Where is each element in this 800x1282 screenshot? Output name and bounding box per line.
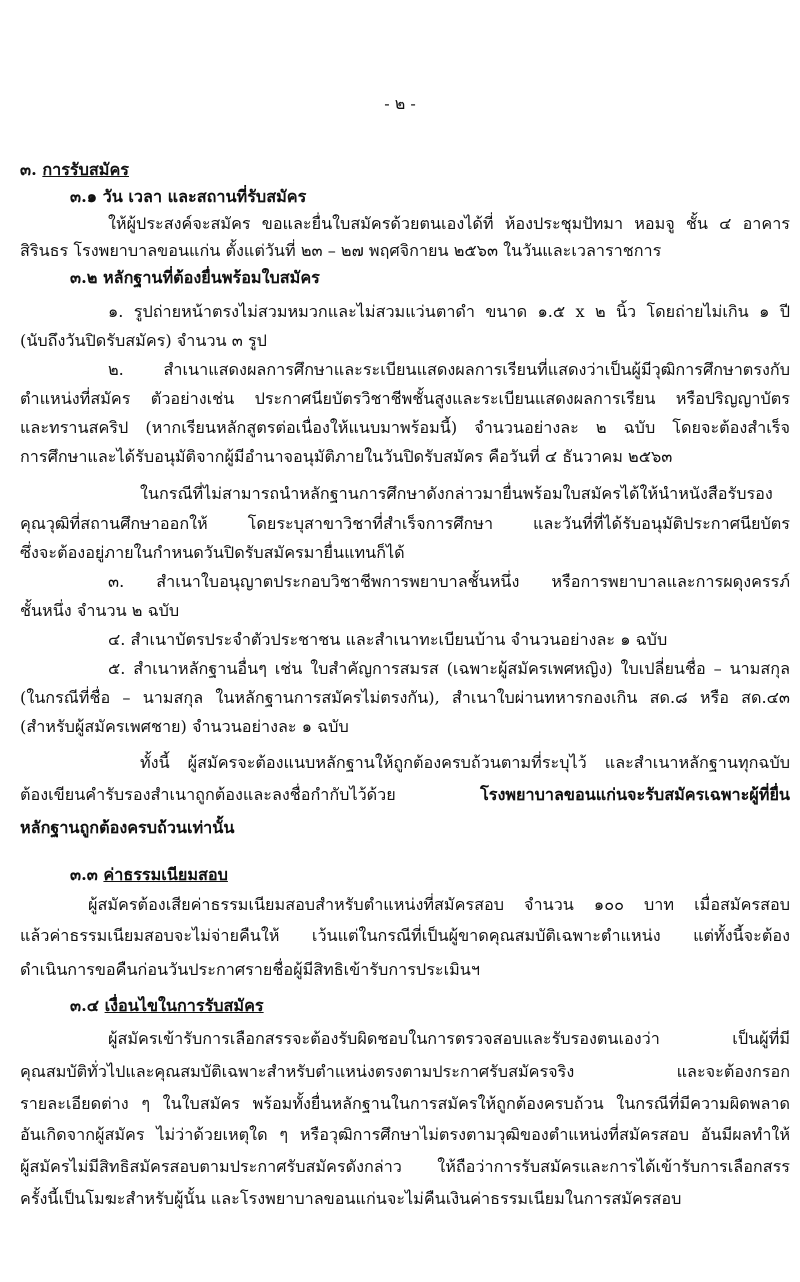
paragraph-line: อันเกิดจากผู้สมัคร ไม่ว่าด้วยเหตุใด ๆ หรือวุฒิการศึกษาไม่ตรงตามวุฒิของตำแหน่งที่สมัครสอบ อันมีผลทำให้ [20,1125,790,1144]
paragraph-line: คุณสมบัติทั่วไปและคุณสมบัติเฉพาะสำหรับตำแหน่งตรงตามประกาศรับสมัครจริง และจะต้องกรอก [20,1062,790,1081]
paragraph-line: ผู้สมัครเข้ารับการเลือกสรรจะต้องรับผิดชอบในการตรวจสอบและรับรองตนเองว่า เป็นผู้ที่มี [108,1029,790,1048]
page-number: - ๒ - [384,94,416,113]
section-3-2-heading: ๓.๒ หลักฐานที่ต้องยื่นพร้อมใบสมัคร [70,268,320,287]
paragraph-line: ชั้นหนึ่ง จำนวน ๒ ฉบับ [20,601,180,620]
paragraph-line: ๕. สำเนาหลักฐานอื่นๆ เช่น ใบสำคัญการสมรส (เฉพาะผู้สมัครเพศหญิง) ใบเปลี่ยนชื่อ – นามสกุล [108,659,790,678]
section-3-3-number: ๓.๓ [70,865,98,884]
paragraph-line: ตำแหน่งที่สมัคร ตัวอย่างเช่น ประกาศนียบัตรวิชาชีพชั้นสูงและระเบียนแสดงผลการเรียน หรือปริญญาบัตร [20,389,790,408]
paragraph-line: การศึกษาและได้รับอนุมัติจากผู้มีอำนาจอนุมัติภายในวันปิดรับสมัคร คือวันที่ ๔ ธันวาคม ๒๕๖๓ [20,447,673,466]
section-3-3-heading [70,860,780,890]
section-3-4-title: เงื่อนไขในการรับสมัคร [104,996,264,1015]
paragraph-line: แล้วค่าธรรมเนียมสอบจะไม่จ่ายคืนให้ เว้นแต่ในกรณีที่เป็นผู้ขาดคุณสมบัติเฉพาะตำแหน่ง แต่ทั้งนี้จะต้อง [20,926,790,945]
section-3-4-heading [70,991,780,1021]
paragraph-line: ผู้สมัครไม่มีสิทธิสมัครสอบตามประกาศรับสมัครดังกล่าว ให้ถือว่าการรับสมัครและการได้เข้ารับการเลือกสรร [20,1157,790,1176]
paragraph-line: สิรินธร โรงพยาบาลขอนแก่น ตั้งแต่วันที่ ๒๓ – ๒๗ พฤศจิกายน ๒๕๖๓ ในวันและเวลาราชการ [20,241,662,260]
paragraph-line: ผู้สมัครต้องเสียค่าธรรมเนียมสอบสำหรับตำแหน่งที่สมัครสอบ จำนวน ๑๐๐ บาท เมื่อสมัครสอบ [88,895,790,914]
paragraph-line: ๔. สำเนาบัตรประจำตัวประชาชน และสำเนาทะเบียนบ้าน จำนวนอย่างละ ๑ ฉบับ [108,630,668,649]
paragraph-line [20,780,790,810]
paragraph-line: คุณวุฒิที่สถานศึกษาออกให้ โดยระบุสาขาวิชาที่สำเร็จการศึกษา และวันที่ที่ได้รับอนุมัติประกาศนียบัตร [20,514,790,533]
section-3-heading [20,155,780,185]
paragraph-line: ดำเนินการขอคืนก่อนวันประกาศรายชื่อผู้มีสิทธิเข้ารับการประเมินฯ [20,960,480,979]
notice-bold-text: โรงพยาบาลขอนแก่นจะรับสมัครเฉพาะผู้ที่ยื่น [480,785,790,804]
paragraph-line: (สำหรับผู้สมัครเพศชาย) จำนวนอย่างละ ๑ ฉบับ [20,717,349,736]
certification-text: ต้องเขียนคำรับรองสำเนาถูกต้องและลงชื่อกำกับไว้ด้วย [20,785,481,804]
paragraph-line: ซึ่งจะต้องอยู่ภายในกำหนดวันปิดรับสมัครมายื่นแทนก็ได้ [20,543,405,562]
paragraph-line: ให้ผู้ประสงค์จะสมัคร ขอและยื่นใบสมัครด้วยตนเองได้ที่ ห้องประชุมปัทมา หอมจู ชั้น ๔ อาคาร [108,214,790,233]
paragraph-line: รายละเอียดต่าง ๆ ในใบสมัคร พร้อมทั้งยื่นหลักฐานในการสมัครให้ถูกต้องครบถ้วน ในกรณีที่มีความผิดพลาด [20,1094,790,1113]
paragraph-line: (ในกรณีที่ชื่อ – นามสกุล ในหลักฐานการสมัครไม่ตรงกัน), สำเนาใบผ่านทหารกองเกิน สด.๘ หรือ สด.๔๓ [20,688,790,707]
paragraph-line: ๑. รูปถ่ายหน้าตรงไม่สวมหมวกและไม่สวมแว่นตาดำ ขนาด ๑.๕ x ๒ นิ้ว โดยถ่ายไม่เกิน ๑ ปี [108,302,790,321]
section-3-title: การรับสมัคร [42,160,129,179]
paragraph-line: ๓. สำเนาใบอนุญาตประกอบวิชาชีพการพยาบาลชั้นหนึ่ง หรือการพยาบาลและการผดุงครรภ์ [108,572,790,591]
notice-bold-line: หลักฐานถูกต้องครบถ้วนเท่านั้น [20,818,235,837]
section-3-3-title: ค่าธรรมเนียมสอบ [103,865,228,884]
paragraph-line: ๒. สำเนาแสดงผลการศึกษาและระเบียนแสดงผลการเรียนที่แสดงว่าเป็นผู้มีวุฒิการศึกษาตรงกับ [108,360,790,379]
section-3-1-heading: ๓.๑ วัน เวลา และสถานที่รับสมัคร [70,187,307,206]
paragraph-line: (นับถึงวันปิดรับสมัคร) จำนวน ๓ รูป [20,331,267,350]
section-3-number: ๓. [20,160,37,179]
paragraph-line: ทั้งนี้ ผู้สมัครจะต้องแนบหลักฐานให้ถูกต้องครบถ้วนตามที่ระบุไว้ และสำเนาหลักฐานทุกฉบับ [140,753,790,772]
paragraph-line: ในกรณีที่ไม่สามารถนำหลักฐานการศึกษาดังกล่าวมายื่นพร้อมใบสมัครได้ให้นำหนังสือรับรอง [140,484,773,503]
paragraph-line: ครั้งนี้เป็นโมฆะสำหรับผู้นั้น และโรงพยาบาลขอนแก่นจะไม่คืนเงินค่าธรรมเนียมในการสมัครสอบ [20,1189,682,1208]
section-3-4-number: ๓.๔ [70,996,99,1015]
paragraph-line: และทรานสคริป (หากเรียนหลักสูตรต่อเนื่องให้แนบมาพร้อมนี้) จำนวนอย่างละ ๒ ฉบับ โดยจะต้องสำเร็จ [20,418,790,437]
